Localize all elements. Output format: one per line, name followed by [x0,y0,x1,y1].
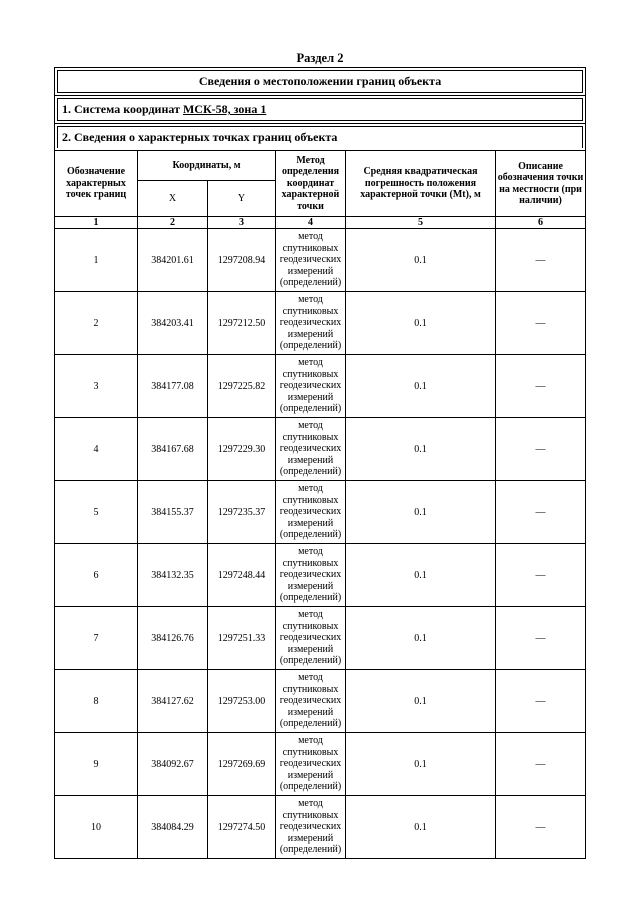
method-line: спутниковых [282,494,339,506]
y-coordinate-cell: 1297229.30 [208,418,276,481]
header-row-1 [55,151,586,181]
position-error-cell: 0.1 [346,418,496,481]
method-line: измерений [287,706,334,718]
method-line: спутниковых [282,809,339,821]
y-coordinate-cell: 1297251.33 [208,607,276,670]
method-line: метод [298,798,323,810]
x-coordinate-cell: 384126.76 [138,607,208,670]
method-line: метод [298,357,323,369]
method-line: спутниковых [282,620,339,632]
table-row [55,229,586,292]
method-line: метод [298,420,323,432]
method-line: измерений [287,328,334,340]
col-number: 5 [346,217,496,229]
coord-system-value: МСК-58, зона 1 [182,102,267,116]
point-number-cell: 2 [55,292,138,355]
point-description-cell: — [496,733,586,796]
table-title: Сведения о местоположении границ объекта [57,70,583,93]
points-title: 2. Сведения о характерных точках границ объекта [57,126,583,148]
point-number-cell: 3 [55,355,138,418]
method-line: метод [298,735,323,747]
method-line: (определений) [279,844,342,856]
method-line: (определений) [279,277,342,289]
x-coordinate-cell: 384201.61 [138,229,208,292]
point-number-cell: 10 [55,796,138,859]
method-line: спутниковых [282,368,339,380]
point-description-cell: — [496,544,586,607]
method-line: спутниковых [282,557,339,569]
method-line: геодезических [279,443,342,455]
method-cell [276,796,346,859]
col-number: 6 [496,217,586,229]
header-description: Описание обозначения точки на местности (при наличии) [496,151,586,217]
method-cell [276,292,346,355]
position-error-cell: 0.1 [346,544,496,607]
points-title-row [55,124,586,151]
y-coordinate-cell: 1297208.94 [208,229,276,292]
method-line: спутниковых [282,242,339,254]
table-row [55,355,586,418]
x-coordinate-cell: 384084.29 [138,796,208,859]
method-line: геодезических [279,380,342,392]
method-line: спутниковых [282,431,339,443]
coord-system-prefix: 1. Система координат [62,102,180,116]
col-number: 4 [276,217,346,229]
x-coordinate-cell: 384155.37 [138,481,208,544]
method-cell [276,733,346,796]
table-row [55,292,586,355]
point-number-cell: 7 [55,607,138,670]
method-line: геодезических [279,569,342,581]
method-cell [276,607,346,670]
method-line: геодезических [279,632,342,644]
header-point-designation: Обозначение характерных точек границ [55,151,138,217]
method-line: измерений [287,832,334,844]
method-line: метод [298,546,323,558]
y-coordinate-cell: 1297248.44 [208,544,276,607]
method-line: измерений [287,769,334,781]
method-line: метод [298,483,323,495]
point-description-cell: — [496,481,586,544]
method-line: (определений) [279,718,342,730]
coord-system-row [55,96,586,124]
point-number-cell: 8 [55,670,138,733]
method-line: (определений) [279,529,342,541]
y-coordinate-cell: 1297212.50 [208,292,276,355]
col-number: 2 [138,217,208,229]
y-coordinate-cell: 1297274.50 [208,796,276,859]
boundary-points-table [54,67,586,859]
position-error-cell: 0.1 [346,796,496,859]
method-line: геодезических [279,821,342,833]
x-coordinate-cell: 384167.68 [138,418,208,481]
method-line: геодезических [279,695,342,707]
position-error-cell: 0.1 [346,355,496,418]
table-row [55,418,586,481]
point-description-cell: — [496,670,586,733]
method-cell [276,229,346,292]
point-number-cell: 5 [55,481,138,544]
method-cell [276,481,346,544]
method-cell [276,418,346,481]
method-line: спутниковых [282,305,339,317]
table-row [55,670,586,733]
method-line: (определений) [279,403,342,415]
method-line: измерений [287,454,334,466]
position-error-cell: 0.1 [346,733,496,796]
header-coordinates: Координаты, м [138,151,276,181]
point-description-cell: — [496,355,586,418]
method-line: измерений [287,580,334,592]
table-row [55,733,586,796]
header-x: X [138,181,208,217]
point-number-cell: 6 [55,544,138,607]
column-numbers-row [55,217,586,229]
y-coordinate-cell: 1297225.82 [208,355,276,418]
method-line: измерений [287,517,334,529]
method-line: геодезических [279,506,342,518]
method-cell [276,670,346,733]
header-error: Средняя квадратическая погрешность положения характерной точки (Mt), м [346,151,496,217]
method-line: метод [298,609,323,621]
method-line: (определений) [279,781,342,793]
point-description-cell: — [496,418,586,481]
position-error-cell: 0.1 [346,607,496,670]
position-error-cell: 0.1 [346,481,496,544]
point-number-cell: 1 [55,229,138,292]
point-number-cell: 9 [55,733,138,796]
x-coordinate-cell: 384132.35 [138,544,208,607]
table-row [55,796,586,859]
coord-system [57,98,583,121]
method-line: (определений) [279,592,342,604]
x-coordinate-cell: 384177.08 [138,355,208,418]
x-coordinate-cell: 384127.62 [138,670,208,733]
point-description-cell: — [496,607,586,670]
method-line: измерений [287,391,334,403]
x-coordinate-cell: 384092.67 [138,733,208,796]
position-error-cell: 0.1 [346,229,496,292]
method-line: измерений [287,265,334,277]
col-number: 3 [208,217,276,229]
method-line: метод [298,294,323,306]
y-coordinate-cell: 1297269.69 [208,733,276,796]
method-cell [276,544,346,607]
table-row [55,544,586,607]
header-y: Y [208,181,276,217]
method-line: (определений) [279,655,342,667]
point-number-cell: 4 [55,418,138,481]
x-coordinate-cell: 384203.41 [138,292,208,355]
method-line: метод [298,231,323,243]
method-line: геодезических [279,254,342,266]
method-line: метод [298,672,323,684]
title-row [55,68,586,96]
method-line: спутниковых [282,746,339,758]
y-coordinate-cell: 1297253.00 [208,670,276,733]
method-line: геодезических [279,317,342,329]
method-line: (определений) [279,466,342,478]
method-line: измерений [287,643,334,655]
point-description-cell: — [496,292,586,355]
position-error-cell: 0.1 [346,670,496,733]
method-line: геодезических [279,758,342,770]
point-description-cell: — [496,229,586,292]
method-line: (определений) [279,340,342,352]
method-cell [276,355,346,418]
position-error-cell: 0.1 [346,292,496,355]
col-number: 1 [55,217,138,229]
point-description-cell: — [496,796,586,859]
table-row [55,607,586,670]
y-coordinate-cell: 1297235.37 [208,481,276,544]
header-method: Метод определения координат характерной точки [276,151,346,217]
table-row [55,481,586,544]
section-label: Раздел 2 [296,51,344,65]
method-line: спутниковых [282,683,339,695]
